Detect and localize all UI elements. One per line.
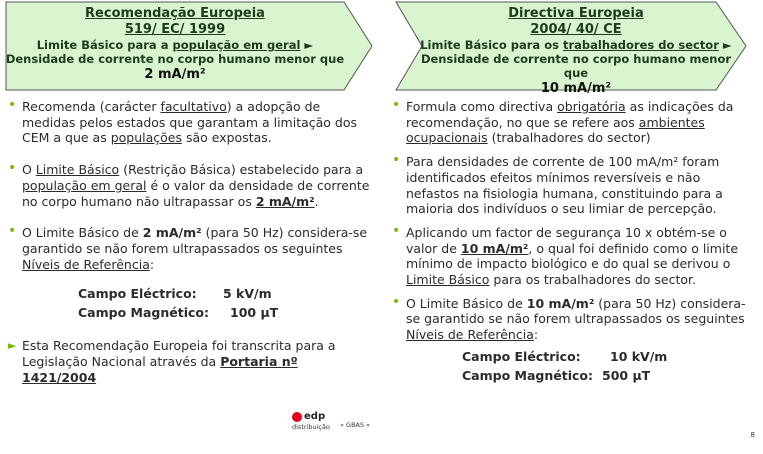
right-header-title: Directiva Europeia [508,6,644,21]
left-header-line2: Densidade de corrente no corpo humano menor que [5,52,345,66]
right-bullet-1: • Formula como directiva obrigatória as indicações da recomendação, no que se refere aos ambientes ocupacionais (trabalhadores do sector) [392,97,734,146]
left-header-line1: Limite Básico para a população em geral ► [36,38,314,52]
left-header-title: Recomendação Europeia [85,6,265,21]
arrow-marker-icon: ► [8,339,17,353]
bullet-icon: • [8,97,17,113]
left-header-reference: 519/ EC/ 1999 [124,22,226,37]
right-column [392,99,754,385]
left-magnetic-field-value: 100 μT [230,305,279,321]
left-bullet-2: • O Limite Básico (Restrição Básica) estabelecido para a população em geral é o valor da densidade de corrente no corpo humano não ultrapassar os 2 mA/m². [8,160,370,209]
gbas-label: « GBAS » [340,421,371,429]
right-header-line1: Limite Básico para os trabalhadores do sector ► [420,38,732,52]
left-electric-field-label: Campo Eléctrico: [78,286,197,302]
right-reference-levels [392,347,754,385]
left-magnetic-field-label: Campo Magnético: [78,305,209,321]
left-electric-field-value: 5 kV/m [223,286,272,302]
bullet-icon: • [8,223,17,240]
right-header-box [394,0,756,96]
right-header-reference: 2004/ 40/ CE [530,22,622,37]
left-header-box [4,0,376,92]
left-bullet-4: ► Esta Recomendação Europeia foi transcrita para a Legislação Nacional através da Portaria nº 1421/2004 [8,338,336,385]
right-magnetic-field-value: 500 μT [602,367,651,383]
edp-logo-subtitle: distribuição [292,423,330,431]
bullet-icon: • [392,293,401,310]
right-bullet-4: • O Limite Básico de 10 mA/m² (para 50 Hz) considera-se garantido se não forem ultrapassados os seguintes Níveis de Referência: [392,293,746,343]
right-bullet-3: • Aplicando um factor de segurança 10 x obtém-se o valor de 10 mA/m², o qual foi definido como o limite mínimo de impacto biológico e do qual se derivou o Limite Básico para os trabalhadores do sector. [392,222,739,288]
right-electric-field-label: Campo Eléctrico: [462,348,581,364]
left-bullet-3: • O Limite Básico de 2 mA/m² (para 50 Hz) considera-se garantido se não forem ultrapassados os seguintes Níveis de Referência: [8,223,368,272]
right-magnetic-field-label: Campo Magnético: [462,367,593,383]
page-number: 8 [750,431,755,439]
right-header-value: 10 mA/m² [540,81,612,96]
right-bullet-2: • Para densidades de corrente de 100 mA/m² foram identificados efeitos mínimos reversíveis e não nefastos na fisiologia humana, constituindo para a maioria dos indivíduos o seu limiar de percepção. [392,152,723,217]
edp-logo-text: edp [304,411,326,422]
bullet-icon: • [392,222,401,239]
bullet-icon: • [392,97,401,113]
right-header-line2: Densidade de corrente no corpo humano menor que [420,52,732,80]
left-bullet-1: • Recomenda (carácter facultativo) a adopção de medidas pelos estados que garantam a limitação dos CEM a que as populações são expostas. [8,97,358,146]
right-electric-field-value: 10 kV/m [610,348,668,364]
left-header-value: 2 mA/m² [144,67,206,82]
left-reference-levels [8,284,370,322]
left-column [8,99,370,385]
edp-logo-icon [292,412,302,422]
bullet-icon: • [392,152,401,169]
bullet-icon: • [8,160,17,177]
